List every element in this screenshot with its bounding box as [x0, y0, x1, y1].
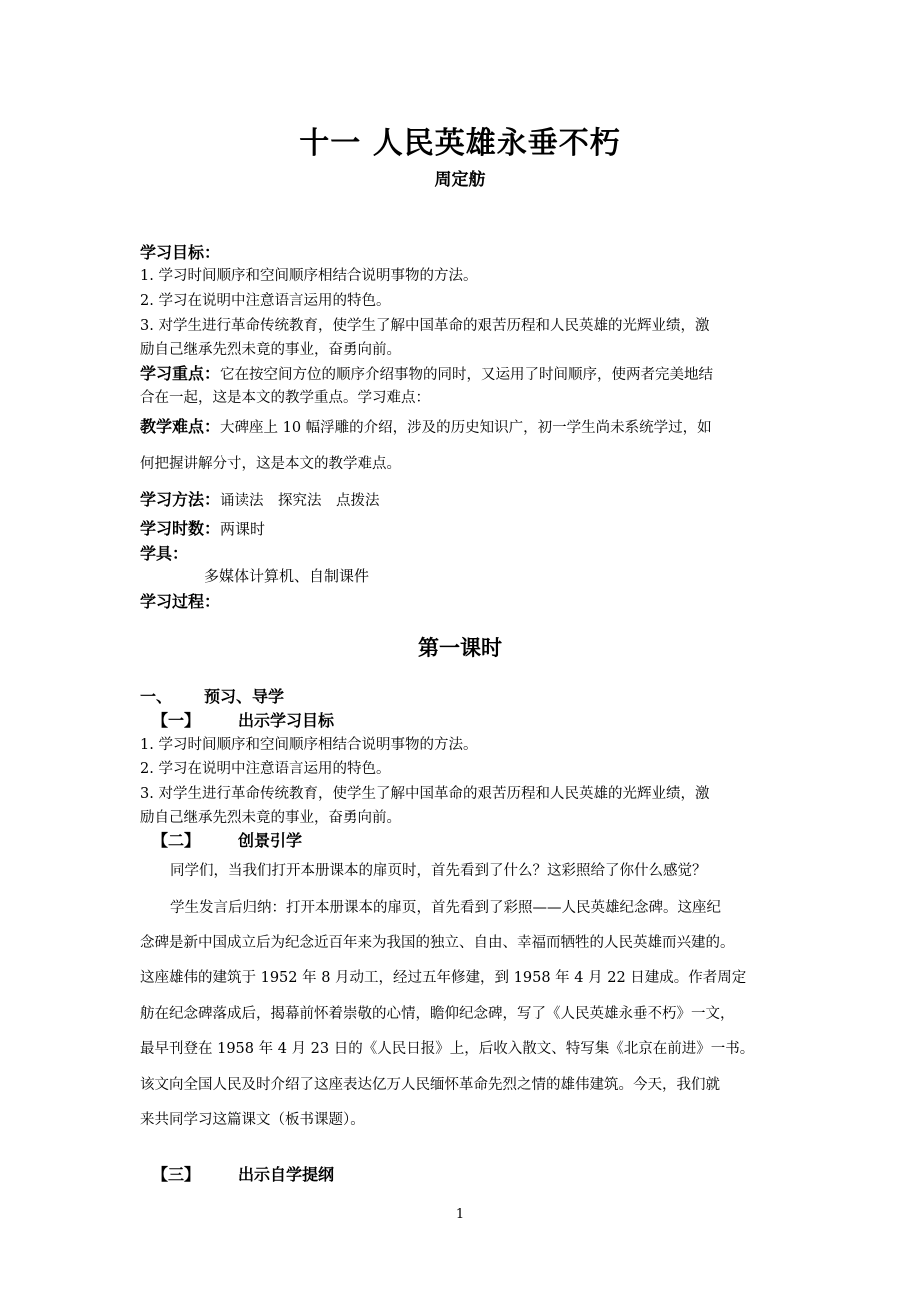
goal-item: 励自己继承先烈未竟的事业，奋勇向前。 — [140, 342, 401, 358]
section-number: 一、 — [140, 687, 173, 706]
focus-heading: 学习重点： — [140, 364, 221, 383]
tools-heading: 学具： — [140, 544, 189, 563]
difficulty-line-2: 何把握讲解分寸，这是本文的教学难点。 — [140, 456, 401, 472]
process-heading: 学习过程： — [140, 592, 221, 611]
paragraph-line: 舫在纪念碑落成后，揭幕前怀着崇敬的心情，瞻仰纪念碑，写了《人民英雄永垂不朽》一文， — [140, 1006, 735, 1022]
goal-item: 2. 学习在说明中注意语言运用的特色。 — [140, 293, 391, 309]
paragraph-line: 学生发言后归纳：打开本册课本的扉页，首先看到了彩照——人民英雄纪念碑。这座纪 — [170, 900, 721, 916]
difficulty-heading: 教学难点： — [140, 417, 221, 436]
method-heading: 学习方法： — [140, 490, 221, 509]
lesson-title: 第一课时 — [418, 636, 502, 660]
subsection-label: 出示学习目标 — [238, 711, 335, 730]
goal-item: 1. 学习时间顺序和空间顺序相结合说明事物的方法。 — [140, 737, 478, 753]
focus-text: 它在按空间方位的顺序介绍事物的同时，又运用了时间顺序，使两者完美地结 — [220, 367, 714, 383]
difficulty-text: 大碑座上 10 幅浮雕的介绍，涉及的历史知识广，初一学生尚未系统学过，如 — [220, 420, 712, 436]
method-line — [140, 487, 380, 510]
author-name: 周定舫 — [434, 170, 486, 190]
goal-item: 3. 对学生进行革命传统教育，使学生了解中国革命的艰苦历程和人民英雄的光辉业绩，激 — [140, 786, 710, 802]
focus-line-2: 合在一起，这是本文的教学重点。学习难点： — [140, 390, 430, 406]
subsection-label: 创景引学 — [238, 831, 303, 850]
paragraph-line: 该文向全国人民及时介绍了这座表达亿万人民缅怀革命先烈之情的雄伟建筑。今天，我们就 — [140, 1077, 720, 1093]
method-text: 诵读法 探究法 点拨法 — [220, 493, 380, 509]
hours-heading: 学习时数： — [140, 519, 221, 538]
intro-question: 同学们，当我们打开本册课本的扉页时，首先看到了什么？这彩照给了你什么感觉？ — [170, 863, 707, 879]
hours-line — [140, 516, 265, 539]
document-title: 十一 人民英雄永垂不朽 — [299, 126, 621, 161]
difficulty-line-1 — [140, 414, 712, 437]
hours-text: 两课时 — [220, 520, 266, 538]
page-number: 1 — [455, 1207, 465, 1222]
paragraph-line: 念碑是新中国成立后为纪念近百年来为我国的独立、自由、幸福而牺牲的人民英雄而兴建的。 — [140, 935, 735, 951]
paragraph-line: 最早刊登在 1958 年 4 月 23 日的《人民日报》上，后收入散文、特写集《北京在前进》一书。 — [140, 1041, 755, 1057]
goal-item: 1. 学习时间顺序和空间顺序相结合说明事物的方法。 — [140, 268, 478, 284]
goal-item: 励自己继承先烈未竟的事业，奋勇向前。 — [140, 810, 401, 826]
subsection-bracket: 【二】 — [152, 831, 201, 850]
goals-heading: 学习目标： — [140, 243, 221, 262]
goal-item: 3. 对学生进行革命传统教育，使学生了解中国革命的艰苦历程和人民英雄的光辉业绩，激 — [140, 318, 710, 334]
tools-text: 多媒体计算机、自制课件 — [204, 567, 370, 585]
subsection-bracket: 【一】 — [152, 711, 201, 730]
subsection-bracket: 【三】 — [152, 1165, 201, 1184]
section-label: 预习、导学 — [204, 687, 285, 706]
paragraph-line: 来共同学习这篇课文（板书课题）。 — [140, 1112, 365, 1128]
goal-item: 2. 学习在说明中注意语言运用的特色。 — [140, 761, 391, 777]
subsection-label: 出示自学提纲 — [238, 1165, 335, 1184]
paragraph-line: 这座雄伟的建筑于 1952 年 8 月动工，经过五年修建，到 1958 年 4 月 22 日建成。作者周定 — [140, 970, 747, 986]
focus-line-1 — [140, 361, 713, 384]
